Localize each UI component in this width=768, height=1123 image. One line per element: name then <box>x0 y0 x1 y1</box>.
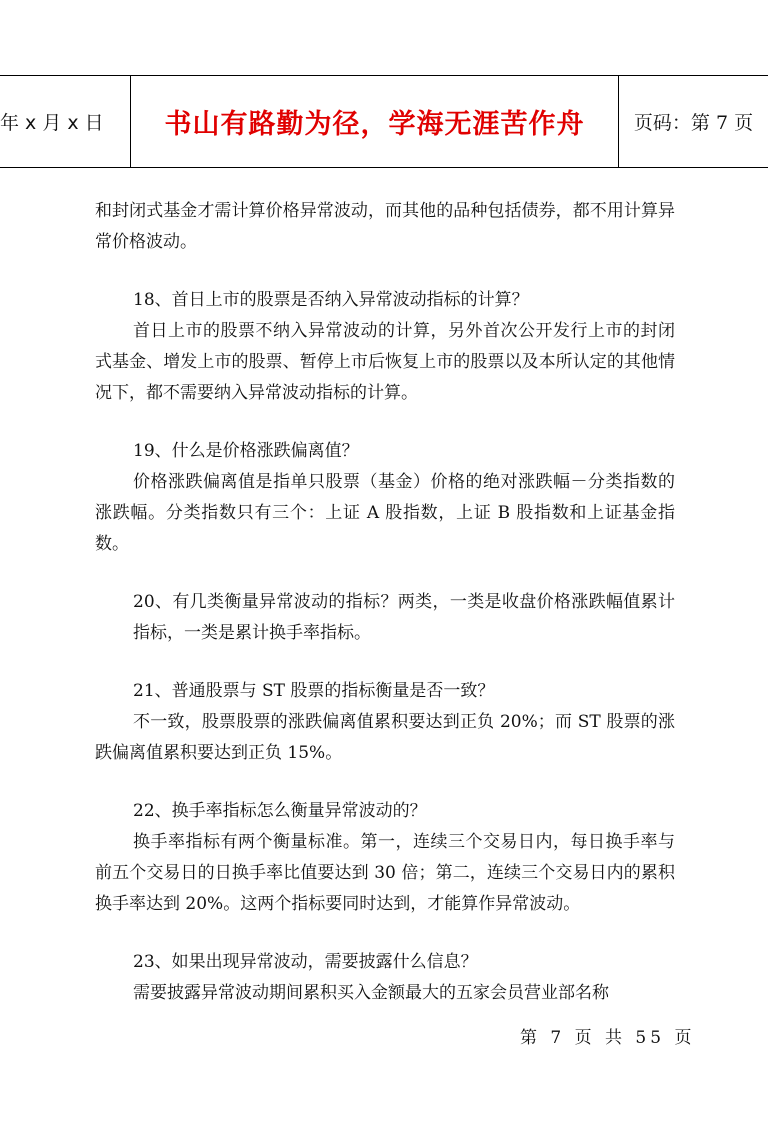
header-motto: 书山有路勤为径，学海无涯苦作舟 <box>131 76 619 167</box>
answer-23: 需要披露异常波动期间累积买入金额最大的五家会员营业部名称 <box>133 983 609 1003</box>
header-date: 年 x 月 x 日 <box>0 76 131 167</box>
question-20: 20、有几类衡量异常波动的指标？两类，一类是收盘价格涨跌幅值累计指标，一类是累计换手率指标。 <box>133 592 675 643</box>
answer-18: 首日上市的股票不纳入异常波动的计算，另外首次公开发行上市的封闭式基金、增发上市的股票、暂停上市后恢复上市的股票以及本所认定的其他情况下，都不需要纳入异常波动指标的计算。 <box>95 321 675 403</box>
answer-21: 不一致，股票股票的涨跌偏离值累积要达到正负 20%；而 ST 股票的涨跌偏离值累积要达到正负 15%。 <box>95 712 675 763</box>
answer-19: 价格涨跌偏离值是指单只股票（基金）价格的绝对涨跌幅－分类指数的涨跌幅。分类指数只有三个：上证 A 股指数，上证 B 股指数和上证基金指数。 <box>95 472 675 554</box>
question-19: 19、什么是价格涨跌偏离值？ <box>133 441 359 461</box>
page-header <box>0 75 768 168</box>
answer-22: 换手率指标有两个衡量标准。第一，连续三个交易日内，每日换手率与前五个交易日的日换手率比值要达到 30 倍；第二，连续三个交易日内的累积换手率达到 20%。这两个指标要同时达到，才能算作异常波动。 <box>95 832 675 914</box>
header-page-code: 页码：第 7 页 <box>633 112 754 134</box>
question-23: 23、如果出现异常波动，需要披露什么信息？ <box>133 952 478 972</box>
document-body <box>95 196 675 1009</box>
page-footer: 第 7 页 共 55 页 <box>520 1028 696 1048</box>
question-18: 18、首日上市的股票是否纳入异常波动指标的计算？ <box>133 290 529 310</box>
question-22: 22、换手率指标怎么衡量异常波动的？ <box>133 801 427 821</box>
continuation-paragraph: 和封闭式基金才需计算价格异常波动，而其他的品种包括债券，都不用计算异常价格波动。 <box>95 201 675 252</box>
question-21: 21、普通股票与 ST 股票的指标衡量是否一致？ <box>133 681 495 701</box>
